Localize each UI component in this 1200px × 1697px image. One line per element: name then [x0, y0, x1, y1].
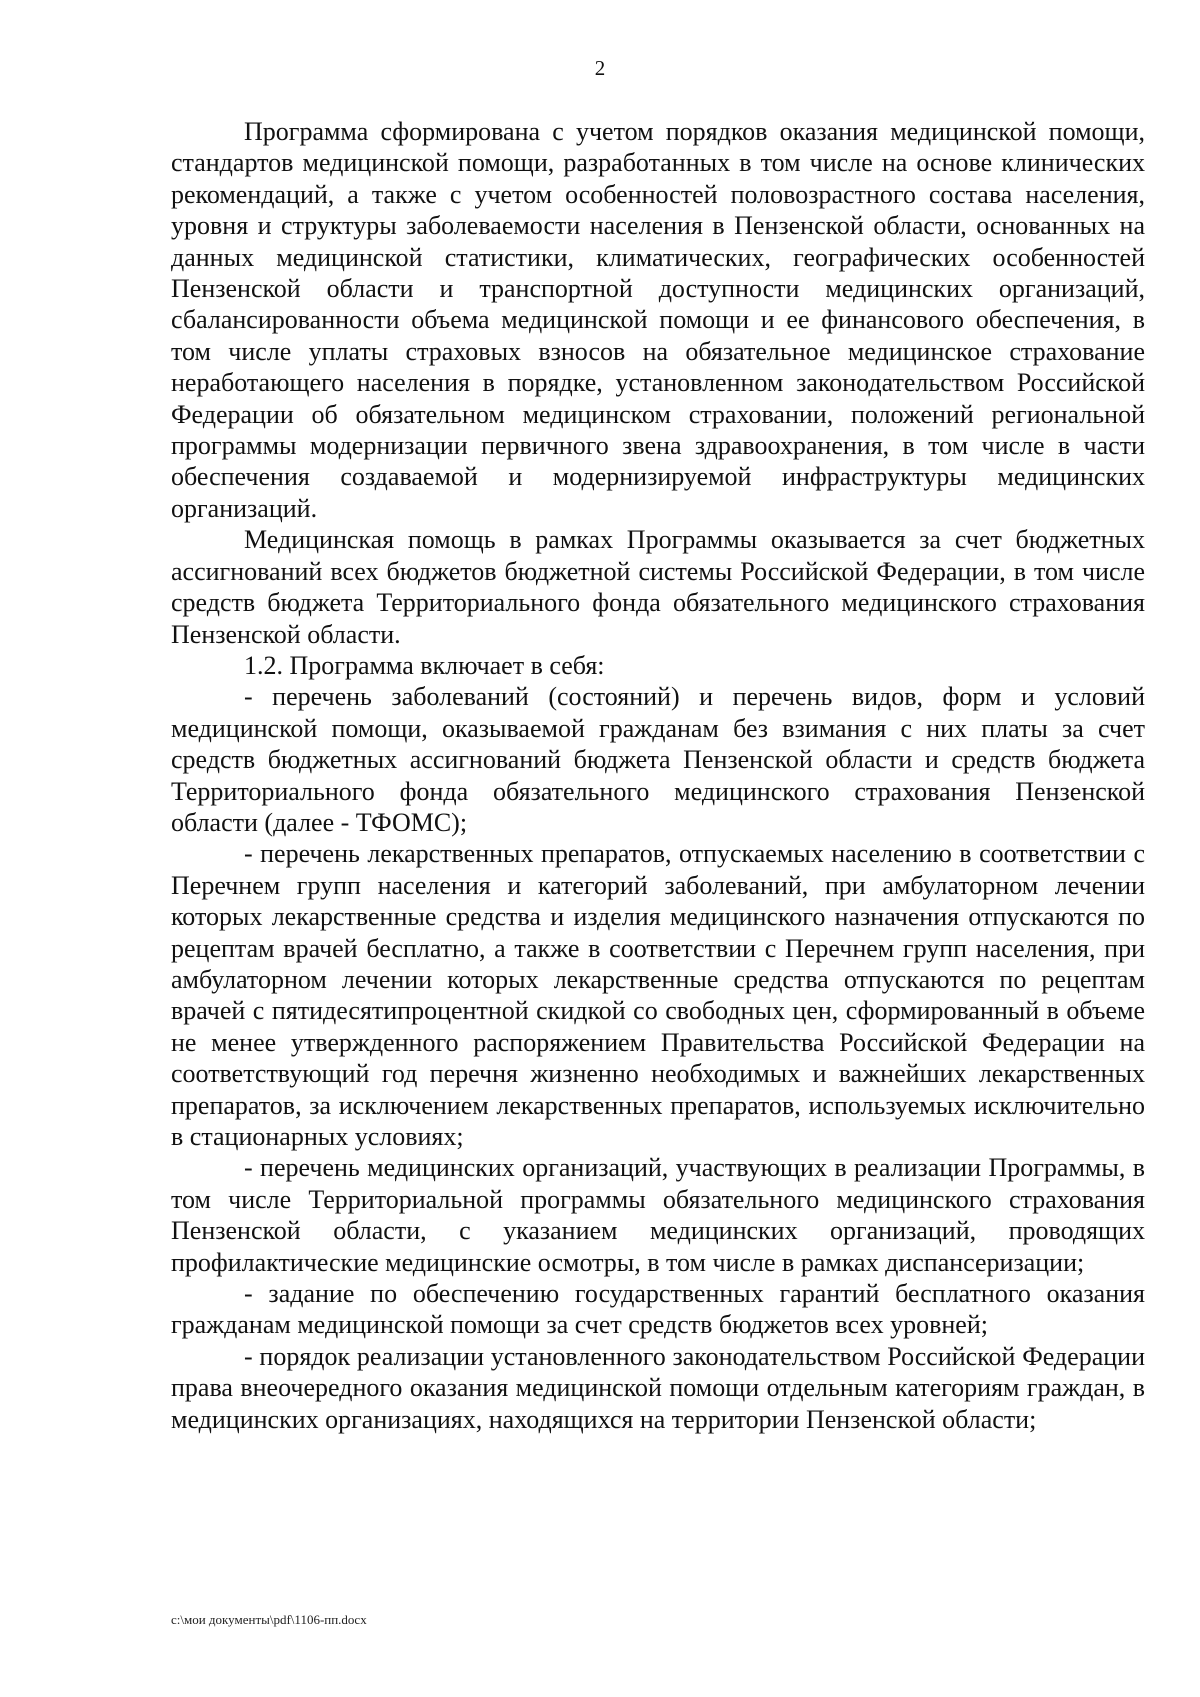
paragraph-program-basis: Программа сформирована с учетом порядков оказания медицинской помощи, стандартов медицинской помощи, разработанных в том числе на основе клинических рекомендаций, а также с учетом особенностей половозрастного состава населения, уровня и структуры заболеваемости населения в Пензенской области, основанных на данных медицинской статистики, климатических, географических особенностей Пензенской области и транспортной доступности медицинских организаций, сбалансированности объема медицинской помощи и ее финансового обеспечения, в том числе уплаты страховых взносов на обязательное медицинское страхование неработающего населения в порядке, установленном законодательством Российской Федерации об обязательном медицинском страховании, положений региональной программы модернизации первичного звена здравоохранения, в том числе в части обеспечения создаваемой и модернизируемой инфраструктуры медицинских организаций.	[171, 117, 1145, 523]
list-item-medications: - перечень лекарственных препаратов, отпускаемых населению в соответствии с Перечнем групп населения и категорий заболеваний, при амбулаторном лечении которых лекарственные средства и изделия медицинского назначения отпускаются по рецептам врачей бесплатно, а также в соответствии с Перечнем групп населения, при амбулаторном лечении которых лекарственные средства отпускаются по рецептам врачей с пятидесятипроцентной скидкой со свободных цен, сформированный в объеме не менее утвержденного распоряжением Правительства Российской Федерации на соответствующий год перечня жизненно необходимых и важнейших лекарственных препаратов, за исключением лекарственных препаратов, используемых исключительно в стационарных условиях;	[171, 839, 1145, 1151]
list-item-guarantees: - задание по обеспечению государственных гарантий бесплатного оказания гражданам медицинской помощи за счет средств бюджетов всех уровней;	[171, 1279, 1145, 1340]
section-heading-1-2: 1.2. Программа включает в себя:	[244, 650, 605, 680]
list-item-diseases: - перечень заболеваний (состояний) и перечень видов, форм и условий медицинской помощи, оказываемой гражданам без взимания с них платы за счет средств бюджетных ассигнований бюджета Пензенской области и средств бюджета Территориального фонда обязательного медицинского страхования Пензенской области (далее - ТФОМС);	[171, 682, 1145, 837]
document-body	[171, 116, 1145, 1435]
list-item-organizations: - перечень медицинских организаций, участвующих в реализации Программы, в том числе Территориальной программы обязательного медицинского страхования Пензенской области, с указанием медицинских организаций, проводящих профилактические медицинские осмотры, в том числе в рамках диспансеризации;	[171, 1153, 1145, 1277]
file-path-footer: c:\мои документы\pdf\1106-пп.docx	[171, 1612, 367, 1627]
paragraph-funding: Медицинская помощь в рамках Программы оказывается за счет бюджетных ассигнований всех бюджетов бюджетной системы Российской Федерации, в том числе средств бюджета Территориального фонда обязательного медицинского страхования Пензенской области.	[171, 525, 1145, 649]
list-item-priority-care: - порядок реализации установленного законодательством Российской Федерации права внеочередного оказания медицинской помощи отдельным категориям граждан, в медицинских организациях, находящихся на территории Пензенской области;	[171, 1341, 1145, 1434]
page-number: 2	[594, 56, 606, 80]
